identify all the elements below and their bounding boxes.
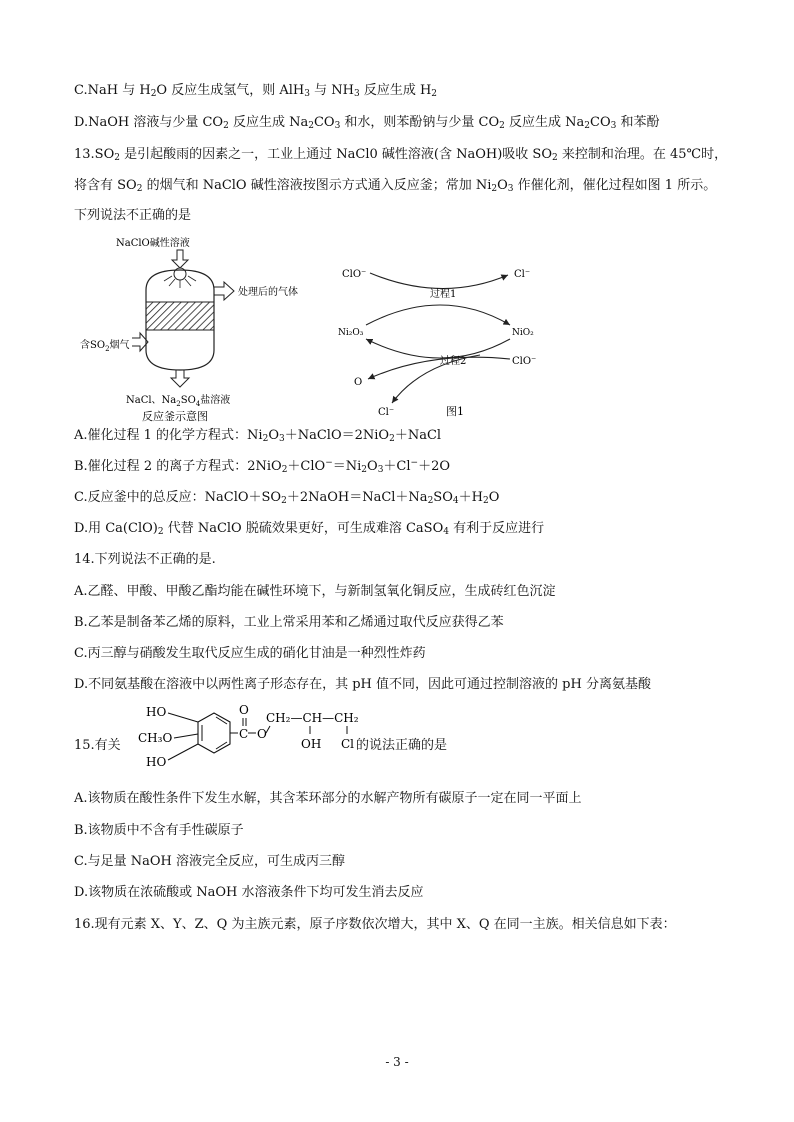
mol-chain: CH₂—CH—CH₂	[266, 711, 359, 725]
q15-stem-prefix: 15.有关	[74, 738, 121, 753]
q14-option-b: B.乙苯是制备苯乙烯的原料，工业上常采用苯和乙烯通过取代反应获得乙苯	[74, 615, 504, 630]
o-label: O	[354, 377, 363, 388]
q14-option-d: D.不同氨基酸在溶液中以两性离子形态存在，其 pH 值不同，因此可通过控制溶液的 pH 分离氨基酸	[74, 677, 651, 692]
mol-benzene-ring	[198, 713, 230, 753]
ni2o3-label: Ni₂O₃	[338, 328, 364, 338]
reactor-input-label: NaClO碱性溶液	[116, 238, 190, 249]
mol-carbonyl-o: O	[239, 703, 249, 717]
mol-carbon: C	[239, 727, 249, 741]
spray-lines-icon	[164, 276, 196, 288]
process1-arrow	[370, 273, 508, 289]
page-number: - 3 -	[385, 1055, 409, 1069]
q15-structure-formula	[138, 700, 378, 770]
q13-option-d: D.用 $Ca(ClO)_2$ 代替 NaClO 脱硫效果更好，可生成难溶 CaSO$_4$ 有利于反应进行	[74, 521, 545, 537]
clo-right-label: ClO⁻	[512, 356, 537, 367]
q15-option-a: A.该物质在酸性条件下发生水解，其含苯环部分的水解产物所有碳原子一定在同一平面上	[74, 791, 582, 806]
q14-stem: 14.下列说法不正确的是.	[74, 552, 216, 567]
q14-option-c: C.丙三醇与硝酸发生取代反应生成的硝化甘油是一种烈性炸药	[74, 646, 426, 661]
mol-oh: OH	[301, 737, 322, 751]
cl-bottom-label: Cl⁻	[378, 407, 395, 418]
outlet-arrow-icon	[171, 370, 189, 387]
q13-stem-line1: $13.SO_2$ 是引起酸雨的因素之一，工业上通过 NaCl0 碱性溶液(含 NaOH)吸收 $SO_2$ 来控制和治理。在 45℃时，	[74, 147, 728, 163]
q15-option-b: B.该物质中不含有手性碳原子	[74, 823, 244, 838]
q16-stem: 16.现有元素 X、Y、Z、Q 为主族元素，原子序数依次增大，其中 X、Q 在同一主族。相关信息如下表：	[74, 917, 676, 932]
process2-label: 过程2	[440, 356, 467, 367]
q15-option-d: D.该物质在浓硫酸或 NaOH 水溶液条件下均可发生消去反应	[74, 885, 424, 900]
q13-option-a: A.催化过程 1 的化学方程式：$Ni_2O_3+NaClO=2NiO_2+NaCl$	[74, 428, 442, 444]
ni2o3-to-nio2-arrow	[366, 305, 510, 325]
outlet-label: NaCl、$Na_2SO_4$盐溶液	[126, 395, 231, 408]
q13-stem-line3: 下列说法不正确的是	[74, 208, 192, 223]
figure1-caption: 图1	[446, 405, 464, 418]
q14-option-a: A.乙醛、甲酸、甲酸乙酯均能在碱性环境下，与新制氢氧化铜反应，生成砖红色沉淀	[74, 584, 556, 599]
q15-stem-suffix: 的说法正确的是	[356, 738, 448, 753]
q12-option-c: C.NaH 与 $H_2O$ 反应生成氢气，则 AlH$_3$ 与 $NH_3$ 反应生成 $H_2$	[74, 83, 438, 99]
mol-ch3o: CH₃O	[138, 731, 173, 745]
nio2-label: NiO₂	[512, 328, 534, 338]
cl-top-label: Cl⁻	[514, 269, 531, 280]
flue-gas-label: 含$SO_2$烟气	[80, 340, 130, 353]
q13-option-c: C.反应釜中的总反应：$NaClO+SO_2+2NaOH=NaCl+Na_2SO_4+H_2O$	[74, 490, 500, 506]
nio2-to-ni2o3-arrow	[366, 339, 510, 358]
mol-ho-bottom: HO	[146, 755, 167, 769]
mol-cl: Cl	[341, 737, 355, 751]
packing-layer	[146, 302, 214, 330]
process2-o-arrow	[368, 357, 510, 379]
q13-stem-line2: 将含有 $SO_2$ 的烟气和 NaClO 碱性溶液按图示方式通入反应釜；常加 $Ni_2O_3$ 作催化剂，催化过程如图 1 所示。	[74, 178, 717, 194]
clo-top-label: ClO⁻	[342, 269, 367, 280]
process1-label: 过程1	[430, 289, 457, 300]
mol-ho-top: HO	[146, 705, 167, 719]
mol-ester-o: O	[257, 727, 267, 741]
q13-option-b: B.催化过程 2 的离子方程式：$2NiO_2+ClO^-=Ni_2O_3+Cl^-+2O$	[74, 458, 451, 475]
q15-option-c: C.与足量 NaOH 溶液完全反应，可生成丙三醇	[74, 854, 346, 869]
q12-option-d: D.NaOH 溶液与少量 $CO_2$ 反应生成 $Na_2CO_3$ 和水，则苯酚钠与少量 $CO_2$ 反应生成 $Na_2CO_3$ 和苯酚	[74, 115, 660, 131]
gas-out-arrow-icon	[214, 282, 234, 300]
reactor-diagram	[74, 232, 314, 422]
process2-cl-arrow	[392, 355, 480, 403]
catalytic-cycle-diagram	[330, 255, 560, 420]
reactor-caption: 反应釜示意图	[142, 410, 208, 422]
inlet-arrow-icon	[172, 250, 188, 268]
gas-out-label: 处理后的气体	[238, 287, 298, 298]
